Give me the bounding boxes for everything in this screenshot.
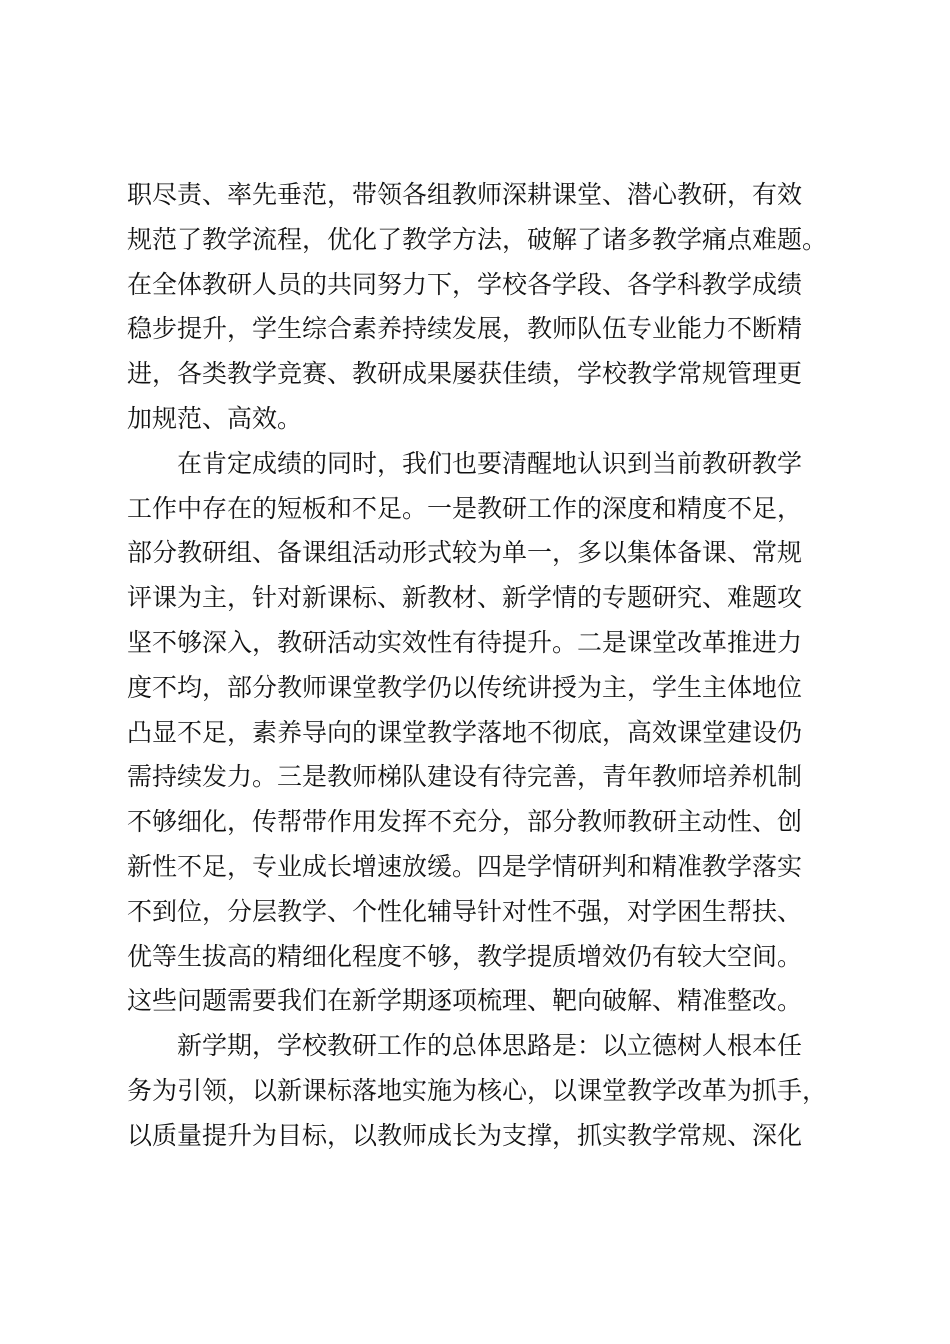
text-line-1: 职尽责、率先垂范，带领各组教师深耕课堂、潜心教研，有效 xyxy=(127,180,803,209)
text-line-14: 需持续发力。三是教师梯队建设有待完善，青年教师培养机制 xyxy=(127,762,803,792)
text-line-19: 这些问题需要我们在新学期逐项梳理、靶向破解、精准整改。 xyxy=(127,986,803,1016)
text-line-2: 规范了教学流程，优化了教学方法，破解了诸多教学痛点难题。 xyxy=(127,224,828,254)
text-line-8: 工作中存在的短板和不足。一是教研工作的深度和精度不足， xyxy=(127,493,803,523)
text-line-15: 不够细化，传帮带作用发挥不充分，部分教师教研主动性、创 xyxy=(127,807,803,837)
text-line-10: 评课为主，针对新课标、新教材、新学情的专题研究、难题攻 xyxy=(127,583,803,613)
paragraph-start-line-20: 新学期，学校教研工作的总体思路是：以立德树人根本任 xyxy=(177,1031,803,1061)
paragraph-start-line-7: 在肯定成绩的同时，我们也要清醒地认识到当前教研教学 xyxy=(177,448,803,478)
text-line-6: 加规范、高效。 xyxy=(127,403,303,433)
text-line-21: 务为引领，以新课标落地实施为核心，以课堂教学改革为抓手， xyxy=(127,1075,828,1105)
text-line-4: 稳步提升，学生综合素养持续发展，教师队伍专业能力不断精 xyxy=(127,314,803,344)
text-line-13: 凸显不足，素养导向的课堂教学落地不彻底，高效课堂建设仍 xyxy=(127,717,803,747)
text-line-18: 优等生拔高的精细化程度不够，教学提质增效仍有较大空间。 xyxy=(127,941,803,971)
text-line-22: 以质量提升为目标，以教师成长为支撑，抓实教学常规、深化 xyxy=(127,1120,803,1150)
text-line-5: 进，各类教学竞赛、教研成果屡获佳绩，学校教学常规管理更 xyxy=(127,359,803,389)
text-line-16: 新性不足，专业成长增速放缓。四是学情研判和精准教学落实 xyxy=(127,851,803,881)
text-line-3: 在全体教研人员的共同努力下，学校各学段、各学科教学成绩 xyxy=(127,269,803,299)
text-line-9: 部分教研组、备课组活动形式较为单一，多以集体备课、常规 xyxy=(127,538,803,568)
text-line-12: 度不均，部分教师课堂教学仍以传统讲授为主，学生主体地位 xyxy=(127,672,803,702)
text-line-11: 坚不够深入，教研活动实效性有待提升。二是课堂改革推进力 xyxy=(127,627,803,657)
text-line-17: 不到位，分层教学、个性化辅导针对性不强，对学困生帮扶、 xyxy=(127,896,803,926)
document-body xyxy=(127,173,837,1159)
